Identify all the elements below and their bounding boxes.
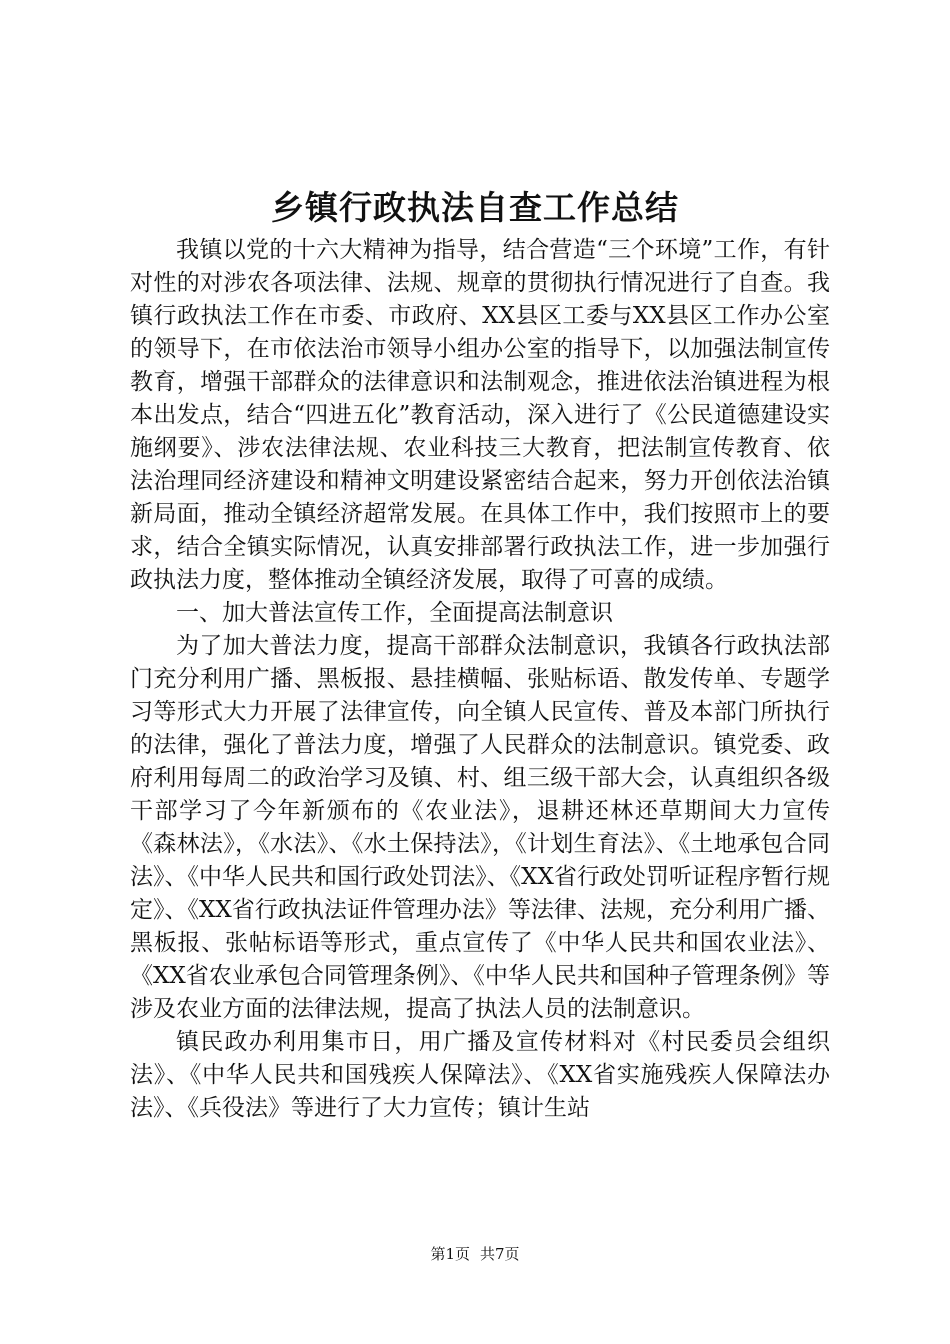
page-footer [0,1244,950,1264]
intro-paragraph: 我镇以党的十六大精神为指导，结合营造“三个环境”工作，有针对性的对涉农各项法律、法规、规章的贯彻执行情况进行了自查。我镇行政执法工作在市委、市政府、XX县区工委与XX县区工作办公室的领导下，在市依法治市领导小组办公室的指导下，以加强法制宣传教育，增强干部群众的法律意识和法制观念，推进依法治镇进程为根本出发点，结合“四进五化”教育活动，深入进行了《公民道德建设实施纲要》、涉农法律法规、农业科技三大教育，把法制宣传教育、依法治理同经济建设和精神文明建设紧密结合起来，努力开创依法治镇新局面，推动全镇经济超常发展。在具体工作中，我们按照市上的要求，结合全镇实际情况，认真安排部署行政执法工作，进一步加强行政执法力度，整体推动全镇经济发展，取得了可喜的成绩。 [130,237,830,593]
page-total: 共7页 [480,1245,520,1263]
section-1-paragraph-2: 镇民政办利用集市日，用广播及宣传材料对《村民委员会组织法》、《中华人民共和国残疾人保障法》、《XX省实施残疾人保障法办法》、《兵役法》等进行了大力宣传；镇计生站 [130,1029,830,1121]
section-1-paragraph-1: 为了加大普法力度，提高干部群众法制意识，我镇各行政执法部门充分利用广播、黑板报、悬挂横幅、张贴标语、散发传单、专题学习等形式大力开展了法律宣传，向全镇人民宣传、普及本部门所执行的法律，强化了普法力度，增强了人民群众的法制意识。镇党委、政府利用每周二的政治学习及镇、村、组三级干部大会，认真组织各级干部学习了今年新颁布的《农业法》，退耕还林还草期间大力宣传《森林法》，《水法》、《水土保持法》，《计划生育法》、《土地承包合同法》、《中华人民共和国行政处罚法》、《XX省行政处罚听证程序暂行规定》、《XX省行政执法证件管理办法》等法律、法规，充分利用广播、黑板报、张帖标语等形式，重点宣传了《中华人民共和国农业法》、《XX省农业承包合同管理条例》、《中华人民共和国种子管理条例》等涉及农业方面的法律法规，提高了执法人员的法制意识。 [130,633,830,1022]
section-heading-1: 一、加大普法宣传工作，全面提高法制意识 [176,600,613,626]
document-title: 乡镇行政执法自查工作总结 [271,188,679,227]
document-body [130,234,830,1125]
page-number: 第1页 [430,1245,470,1263]
